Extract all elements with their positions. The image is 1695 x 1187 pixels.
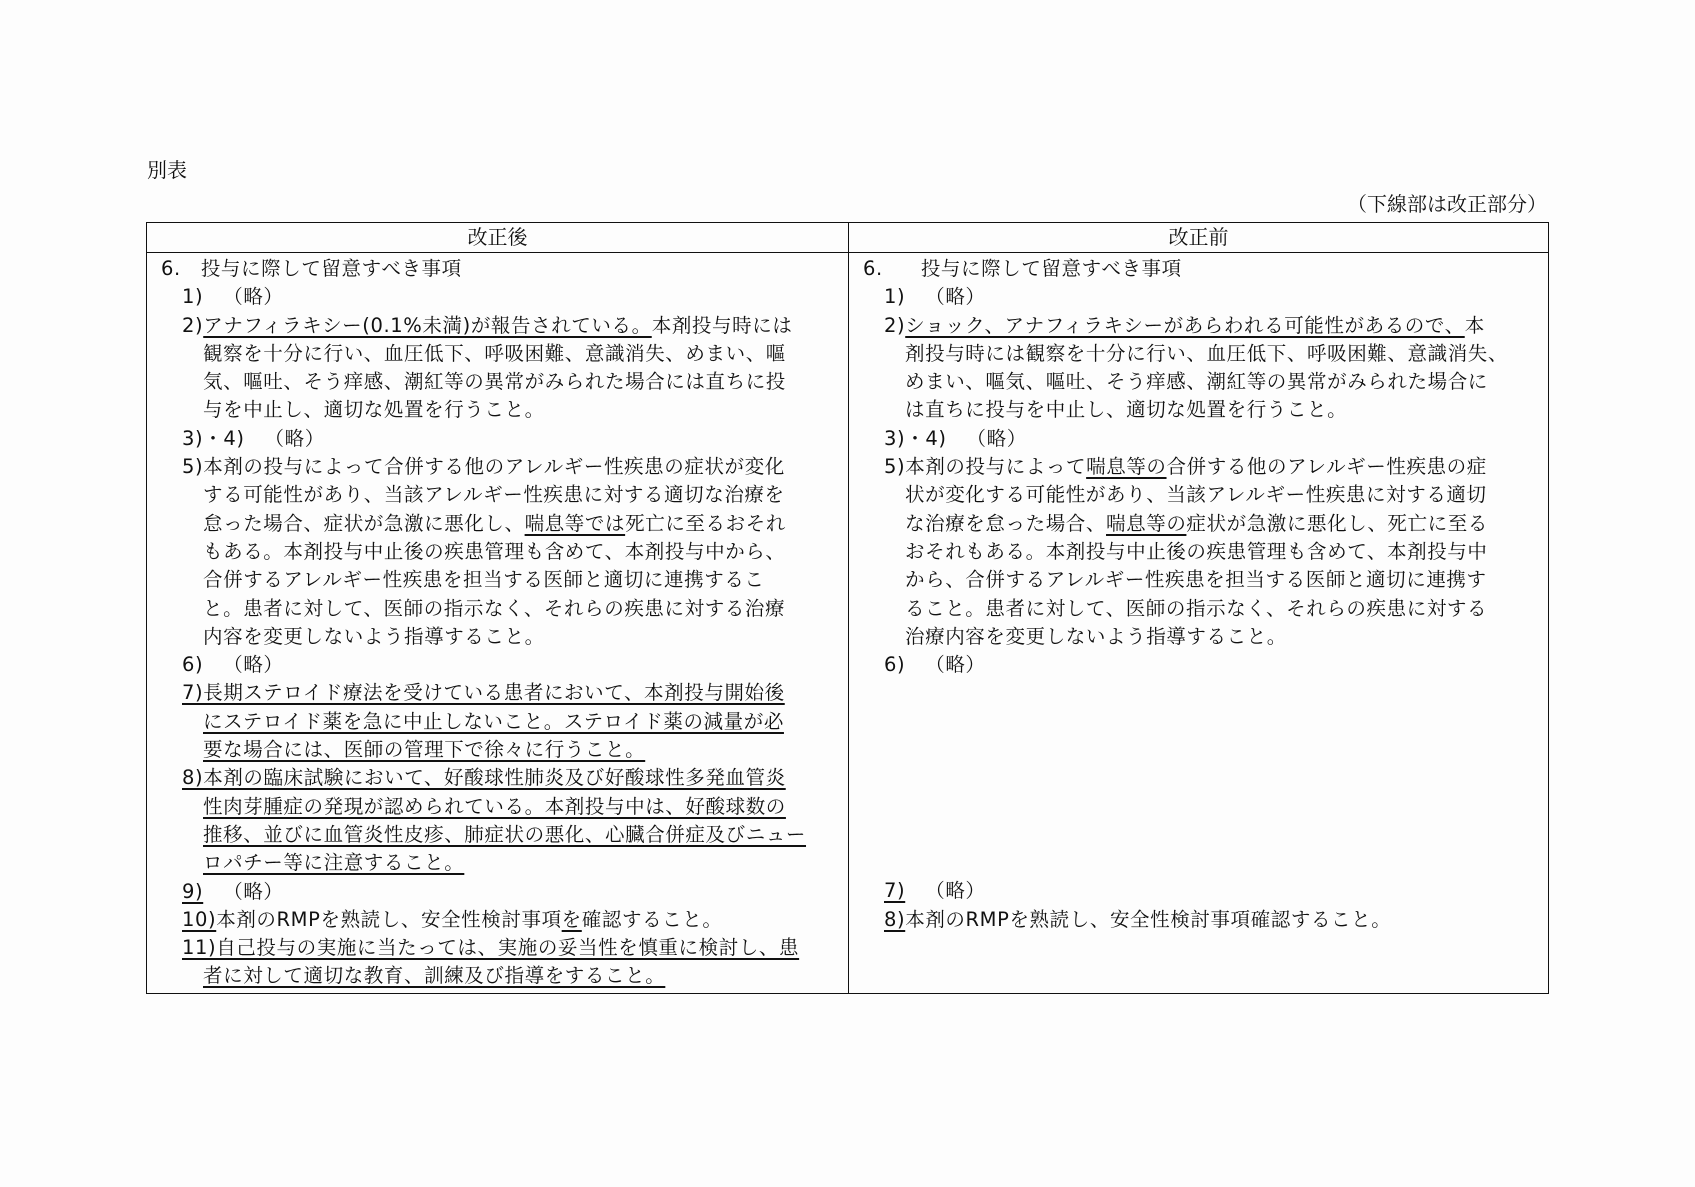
item-7: 7) （略） <box>884 879 986 903</box>
section-heading: 6. 投与に際して留意すべき事項 <box>863 257 1182 280</box>
item-5-line: と。患者に対して、医師の指示なく、それらの疾患に対する治療 <box>203 596 786 620</box>
item-5-line: する可能性があり、当該アレルギー性疾患に対する適切な治療を <box>203 483 785 507</box>
item-6: 6) （略） <box>182 653 284 677</box>
item-7 <box>161 679 838 707</box>
after-cell <box>147 253 849 994</box>
item-5-line: 内容を変更しないよう指導すること。 <box>203 624 545 648</box>
item-5-line: 怠った場合、症状が急激に悪化し、喘息等では死亡に至るおそれ <box>203 511 786 535</box>
item-5: 5)本剤の投与によって合併する他のアレルギー性疾患の症状が変化 <box>182 455 785 479</box>
item-3-4: 3)・4) （略） <box>884 426 1027 450</box>
comparison-table <box>146 222 1549 994</box>
item-7-line: 要な場合には、医師の管理下で徐々に行うこと。 <box>203 738 646 762</box>
document-title: 別表 <box>147 158 187 182</box>
item-8-line: ロパチー等に注意すること。 <box>203 851 465 875</box>
item-11 <box>161 934 838 962</box>
item-1: 1) （略） <box>884 285 986 309</box>
item-1: 1) （略） <box>182 285 284 309</box>
item-5-line: から、合併するアレルギー性疾患を担当する医師と適切に連携す <box>905 568 1487 592</box>
item-5-line: おそれもある。本剤投与中止後の疾患管理も含めて、本剤投与中 <box>905 539 1488 563</box>
item-10: 10)本剤のRMPを熟読し、安全性検討事項を確認すること。 <box>182 907 723 931</box>
item-6: 6) （略） <box>884 653 986 677</box>
item-2-line: は直ちに投与を中止し、適切な処置を行うこと。 <box>905 398 1348 422</box>
item-2: 2)ショック、アナフィラキシーがあらわれる可能性があるので、本 <box>884 313 1485 337</box>
revised-text: 喘息等の <box>1086 455 1167 479</box>
header-after: 改正後 <box>147 223 849 253</box>
item-11-line: 者に対して適切な教育、訓練及び指導をすること。 <box>203 964 666 988</box>
before-cell <box>849 253 1549 994</box>
revised-text: 11)自己投与の実施に当たっては、実施の妥当性を慎重に検討し、患 <box>182 936 800 960</box>
section-heading: 6. 投与に際して留意すべき事項 <box>161 257 462 280</box>
item-5-line: ること。患者に対して、医師の指示なく、それらの疾患に対する <box>905 596 1488 620</box>
item-2-line: 剤投与時には観察を十分に行い、血圧低下、呼吸困難、意識消失、 <box>905 341 1509 365</box>
underline-note: （下線部は改正部分） <box>1347 192 1547 216</box>
item-7-line: にステロイド薬を急に中止しないこと。ステロイド薬の減量が必 <box>203 709 784 733</box>
revised-text: 8)本剤の臨床試験において、好酸球性肺炎及び好酸球性多発血管炎 <box>182 766 786 790</box>
item-2-line: 観察を十分に行い、血圧低下、呼吸困難、意識消失、めまい、嘔 <box>203 341 786 365</box>
item-8-line: 性肉芽腫症の発現が認められている。本剤投与中は、好酸球数の <box>203 794 786 818</box>
item-8 <box>161 764 838 792</box>
revised-text: ショック、アナフィラキシーがあらわれる可能性があるので、 <box>905 313 1465 337</box>
item-9: 9) （略） <box>182 879 284 903</box>
revised-text: アナフィラキシー(0.1%未満)が報告されている。 <box>203 313 652 337</box>
item-5-line: 治療内容を変更しないよう指導すること。 <box>905 624 1287 648</box>
item-2-line: 気、嘔吐、そう痒感、潮紅等の異常がみられた場合には直ちに投 <box>203 370 786 394</box>
revised-text: 7)長期ステロイド療法を受けている患者において、本剤投与開始後 <box>182 681 785 705</box>
item-8-line: 推移、並びに血管炎性皮疹、肺症状の悪化、心臓合併症及びニュー <box>203 822 807 846</box>
item-2-line: めまい、嘔気、嘔吐、そう痒感、潮紅等の異常がみられた場合に <box>905 370 1488 394</box>
item-2-line: 与を中止し、適切な処置を行うこと。 <box>203 398 545 422</box>
item-5-line: もある。本剤投与中止後の疾患管理も含めて、本剤投与中から、 <box>203 539 786 563</box>
item-5: 5)本剤の投与によって喘息等の合併する他のアレルギー性疾患の症 <box>884 455 1487 479</box>
item-8: 8)本剤のRMPを熟読し、安全性検討事項確認すること。 <box>884 907 1392 931</box>
header-before: 改正前 <box>849 223 1549 253</box>
revised-text: 喘息等では <box>524 511 626 535</box>
blank-space <box>863 679 1538 877</box>
item-5-line: 合併するアレルギー性疾患を担当する医師と適切に連携するこ <box>203 568 765 592</box>
item-2: 2)アナフィラキシー(0.1%未満)が報告されている。本剤投与時には <box>182 313 793 337</box>
item-5-line: な治療を怠った場合、喘息等の症状が急激に悪化し、死亡に至る <box>905 511 1488 535</box>
item-3-4: 3)・4) （略） <box>182 426 325 450</box>
item-5-line: 状が変化する可能性があり、当該アレルギー性疾患に対する適切 <box>905 483 1487 507</box>
